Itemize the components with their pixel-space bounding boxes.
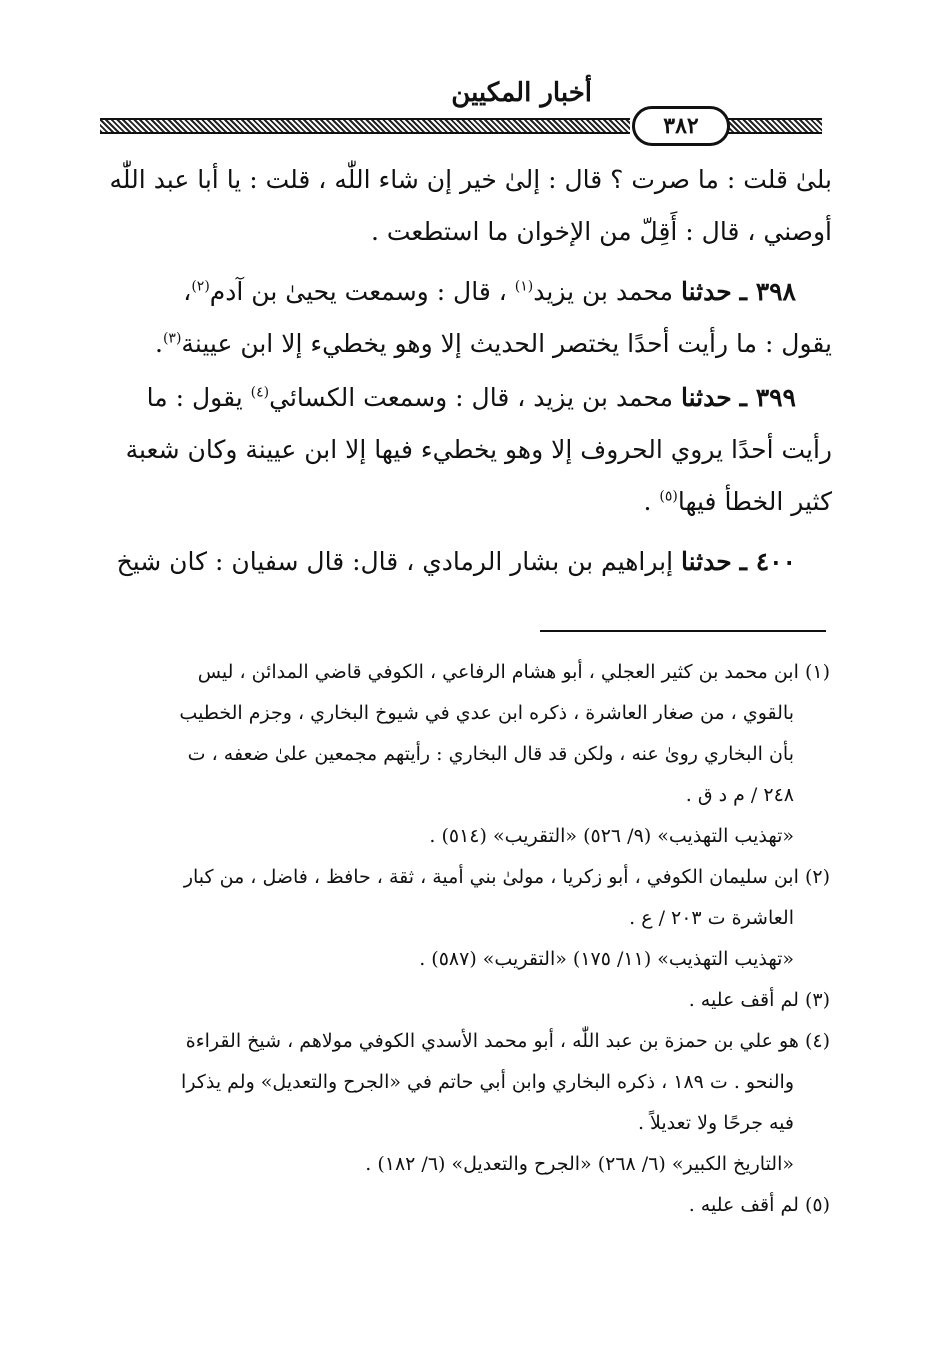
haddathana-label: حدثنا — [681, 277, 732, 306]
footnote-ref[interactable]: (٥) — [659, 488, 678, 505]
text-line — [102, 476, 832, 528]
hadith-number: ٣٩٨ ـ — [739, 277, 796, 306]
text-span: محمد بن يزيد ، قال : وسمعت الكسائي — [269, 383, 674, 412]
text-span: . — [155, 329, 163, 358]
footnote-separator — [540, 630, 826, 632]
text-span: إبراهيم بن بشار الرمادي ، قال: قال سفيان : كان شيخ — [116, 547, 674, 576]
text-span: يقول : ما رأيت أحدًا يختصر الحديث إلا وهو يخطيء إلا ابن عيينة — [181, 329, 832, 358]
text-span: لم أقف عليه . — [688, 1194, 799, 1216]
hadith-399 — [102, 372, 832, 528]
text-span: ابن سليمان الكوفي ، أبو زكريا ، مولىٰ بني أمية ، ثقة ، حافظ ، فاضل ، من كبار — [183, 866, 799, 888]
text-line: رأيت أحدًا يروي الحروف إلا وهو يخطيء فيها إلا ابن عيينة وكان شعبة — [125, 435, 832, 464]
footnote-marker: (٣) — [804, 989, 830, 1011]
text-span: ابن محمد بن كثير العجلي ، أبو هشام الرفاعي ، الكوفي قاضي المدائن ، ليس — [197, 661, 799, 683]
text-line — [102, 318, 832, 370]
text-line: العاشرة ت ٢٠٣ / ع . — [629, 907, 794, 929]
header-rule-right — [726, 118, 822, 134]
text-span: كثير الخطأ فيها — [677, 487, 832, 516]
text-line: والنحو . ت ١٨٩ ، ذكره البخاري وابن أبي حاتم في «الجرح والتعديل» ولم يذكرا — [181, 1071, 794, 1093]
hadith-number: ٣٩٩ ـ — [739, 383, 796, 412]
footnote-marker: (٢) — [804, 866, 830, 888]
text-span: ، قال : وسمعت يحيىٰ بن آدم — [209, 277, 507, 306]
text-line — [102, 372, 832, 424]
footnote-source: «تهذيب التهذيب» (٩/ ٥٢٦) «التقريب» (٥١٤) . — [429, 825, 794, 847]
footnote-source: «التاريخ الكبير» (٦/ ٢٦٨) «الجرح والتعديل» (٦/ ١٨٢) . — [365, 1153, 794, 1175]
haddathana-label: حدثنا — [681, 383, 732, 412]
text-span: محمد بن يزيد — [533, 277, 674, 306]
text-line — [102, 266, 832, 318]
text-line: بلىٰ قلت : ما صرت ؟ قال : إلىٰ خير إن شاء اللّٰه ، قلت : يا أبا عبد اللّٰه — [109, 165, 832, 194]
footnote-5 — [102, 1185, 830, 1226]
footnote-ref[interactable]: (٣) — [162, 330, 182, 347]
footnote-marker: (٤) — [804, 1030, 830, 1052]
text-span: ، — [183, 277, 192, 306]
hadith-398 — [102, 266, 832, 370]
text-span: لم أقف عليه . — [688, 989, 799, 1011]
footnote-source: «تهذيب التهذيب» (١١/ ١٧٥) «التقريب» (٥٨٧) . — [419, 948, 794, 970]
running-header-title: أخبار المكيين — [451, 78, 592, 108]
footnote-ref[interactable]: (١) — [514, 278, 534, 295]
text-span: يقول : ما — [146, 383, 243, 412]
text-line: أوصني ، قال : أَقِلّ من الإخوان ما استطعت . — [370, 217, 832, 246]
text-line: بالقوي ، من صغار العاشرة ، ذكره ابن عدي في شيوخ البخاري ، وجزم الخطيب — [179, 702, 794, 724]
footnote-ref[interactable]: (٤) — [250, 384, 270, 401]
hadith-number: ٤٠٠ ـ — [739, 547, 796, 576]
text-line: بأن البخاري روىٰ عنه ، ولكن قد قال البخاري : رأيتهم مجمعين علىٰ ضعفه ، ت — [187, 743, 794, 765]
text-line: فيه جرحًا ولا تعديلاً . — [637, 1112, 794, 1134]
footnotes — [102, 652, 830, 1226]
footnote-marker: (٥) — [804, 1194, 830, 1216]
footnote-3 — [102, 980, 830, 1021]
footnote-1 — [102, 652, 830, 857]
footnote-2 — [102, 857, 830, 980]
main-paragraph-continuation — [102, 154, 832, 258]
haddathana-label: حدثنا — [681, 547, 732, 576]
footnote-ref[interactable]: (٢) — [191, 278, 210, 295]
text-line — [102, 536, 832, 588]
header-rule-left — [100, 118, 630, 134]
text-line: ٢٤٨ / م د ق . — [685, 784, 794, 806]
text-span: . — [643, 487, 652, 516]
hadith-400 — [102, 536, 832, 588]
footnote-marker: (١) — [804, 661, 830, 683]
page-number: ٣٨٢ — [632, 106, 730, 146]
text-span: هو علي بن حمزة بن عبد اللّٰه ، أبو محمد الأسدي الكوفي مولاهم ، شيخ القراءة — [185, 1030, 799, 1052]
footnote-4 — [102, 1021, 830, 1185]
